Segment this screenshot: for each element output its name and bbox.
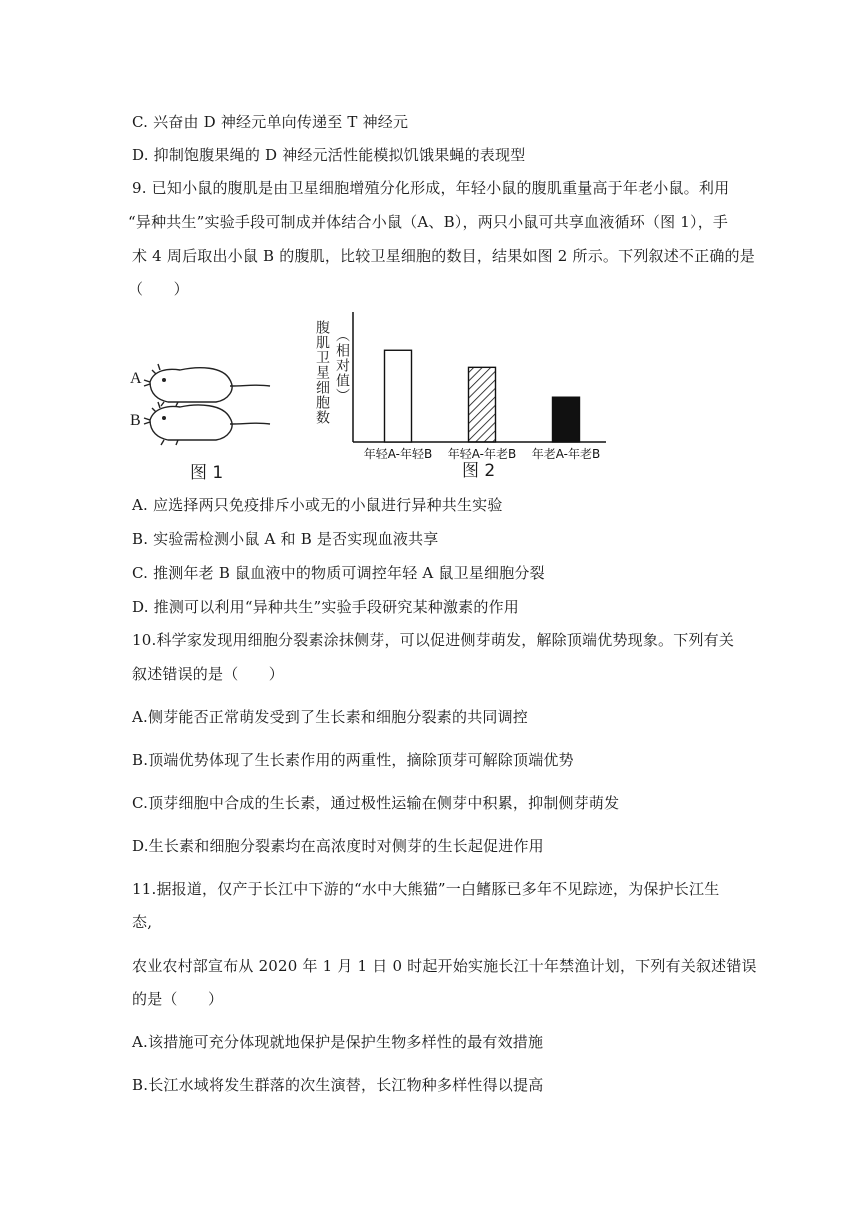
q8-option-d: D. 抑制饱腹果绳的 D 神经元活性能模拟饥饿果蝇的表现型 [132,146,526,164]
x-tick-label-2: 年轻A-年老B [447,447,517,460]
q10-option-c: C.顶芽细胞中合成的生长素，通过极性运输在侧芽中积累，抑制侧芽萌发 [132,794,620,812]
q11-stem-line1: 11.据报道，仅产于长江中下游的“水中大熊猫”一白鳍豚已多年不见踪迹，为保护长江生 [132,880,720,898]
figure-2 [310,310,610,490]
parabiosis-mice-illustration [128,350,278,450]
bar-chart [310,310,610,460]
x-tick-label-3: 年老A-年老B [531,447,601,460]
chart-y-axis-unit: （相对值） [334,328,350,403]
q9-stem-line1: 9. 已知小鼠的腹肌是由卫星细胞增殖分化形成，年轻小鼠的腹肌重量高于年老小鼠。利用 [132,179,730,197]
q10-stem-line1: 10.科学家发现用细胞分裂素涂抹侧芽，可以促进侧芽萌发，解除顶端优势现象。下列有关 [132,631,735,649]
figure-1-caption: 图 1 [190,463,224,483]
q10-stem-line2: 叙述错误的是（ ） [132,665,285,683]
q9-option-c: C. 推测年老 B 鼠血液中的物质可调控年轻 A 鼠卫星细胞分裂 [132,564,545,582]
q11-option-a: A.该措施可充分体现就地保护是保护生物多样性的最有效措施 [132,1033,544,1051]
chart-y-axis-label: 腹肌卫星细胞数 [314,320,330,425]
q9-option-a: A. 应选择两只免疫排斥小或无的小鼠进行异种共生实验 [132,496,503,514]
q9-stem-line4: （ ） [128,280,189,298]
q10-option-a: A.侧芽能否正常萌发受到了生长素和细胞分裂素的共同调控 [132,708,529,726]
bar-3 [553,397,580,442]
q11-option-b: B.长江水域将发生群落的次生演替，长江物种多样性得以提高 [132,1076,544,1094]
q10-option-d: D.生长素和细胞分裂素均在高浓度时对侧芽的生长起促进作用 [132,837,544,855]
q10-option-b: B.顶端优势体现了生长素作用的两重性，摘除顶芽可解除顶端优势 [132,751,574,769]
q9-option-d: D. 推测可以利用“异种共生”实验手段研究某种激素的作用 [132,598,519,616]
q9-stem-line3: 术 4 周后取出小鼠 B 的腹肌，比较卫星细胞的数目，结果如图 2 所示。下列叙述不正确的是 [132,247,755,265]
q11-stem-line4: 的是（ ） [132,990,224,1008]
q11-stem-line2: 态, [132,913,153,931]
bar-1 [385,350,412,442]
bar-2 [469,367,496,442]
q8-option-c: C. 兴奋由 D 神经元单向传递至 T 神经元 [132,113,409,131]
x-tick-label-1: 年轻A-年轻B [363,447,433,460]
mouse-b-label: B [130,412,141,429]
figure-1 [128,350,278,483]
q9-option-b: B. 实验需检测小鼠 A 和 B 是否实现血液共享 [132,530,439,548]
q11-stem-line3: 农业农村部宣布从 2020 年 1 月 1 日 0 时起开始实施长江十年禁渔计划，下列有关叙述错误 [132,957,757,975]
q9-stem-line2: “异种共生”实验手段可制成并体结合小鼠（A、B），两只小鼠可共享血液循环（图 1），手 [128,213,729,231]
figure-2-caption: 图 2 [462,461,496,481]
mouse-a-label: A [130,370,142,387]
